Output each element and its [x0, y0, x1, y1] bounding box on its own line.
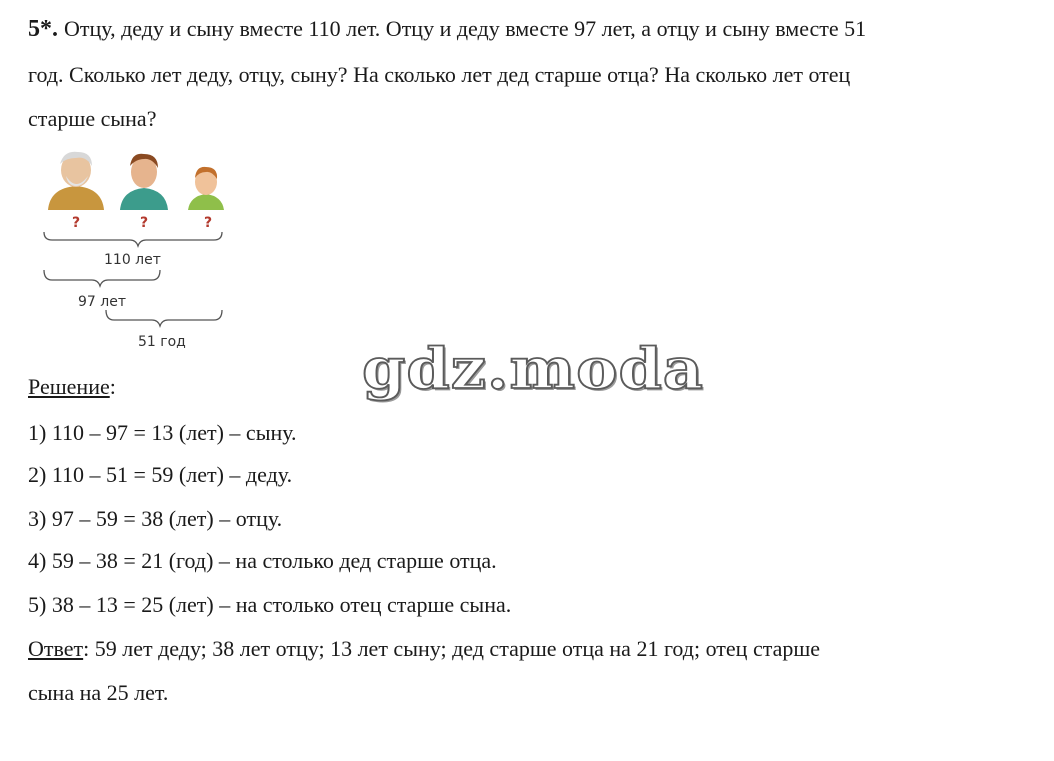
problem-line-3: старше сына? [28, 106, 157, 131]
son-illustration [188, 167, 224, 210]
problem-line-2: год. Сколько лет деду, отцу, сыну? На сколько лет дед старше отца? На сколько лет отец [28, 62, 851, 87]
solution-step-1: 1) 110 – 97 = 13 (лет) – сыну. [28, 420, 297, 445]
solution-heading-colon: : [109, 374, 116, 399]
solution-heading: Решение [28, 374, 110, 399]
problem-line-1 [28, 16, 866, 42]
solution-step-2: 2) 110 – 51 = 59 (лет) – деду. [28, 462, 293, 487]
answer-text-1: : 59 лет деду; 38 лет отцу; 13 лет сыну; дед старше отца на 21 год; отец старше [83, 636, 821, 661]
problem-text-1: Отцу, деду и сыну вместе 110 лет. Отцу и деду вместе 97 лет, а отцу и сыну вместе 51 [64, 16, 867, 41]
problem-number: 5*. [28, 16, 58, 42]
watermark-logo: gdz.moda [362, 336, 704, 402]
answer-line-2: сына на 25 лет. [28, 680, 169, 705]
answer-line-1 [28, 636, 820, 662]
father-son-brace [106, 310, 222, 326]
father-illustration [120, 154, 168, 210]
answer-label: Ответ [28, 636, 84, 661]
father-question-mark: ? [140, 215, 149, 231]
solution-step-4: 4) 59 – 38 = 21 (год) – на столько дед старше отца. [28, 548, 497, 573]
total-brace [44, 232, 222, 246]
family-age-diagram [38, 146, 238, 358]
solution-step-5: 5) 38 – 13 = 25 (лет) – на столько отец старше сына. [28, 592, 512, 617]
total-brace-label: 110 лет [104, 252, 161, 268]
solution-heading-line [28, 374, 116, 400]
grandfather-father-brace [44, 270, 160, 286]
grandfather-father-brace-label: 97 лет [78, 294, 126, 310]
father-son-brace-label: 51 год [138, 334, 186, 350]
son-question-mark: ? [204, 215, 213, 231]
grandfather-question-mark: ? [72, 215, 81, 231]
grandfather-illustration [48, 152, 104, 210]
solution-step-3: 3) 97 – 59 = 38 (лет) – отцу. [28, 506, 283, 531]
